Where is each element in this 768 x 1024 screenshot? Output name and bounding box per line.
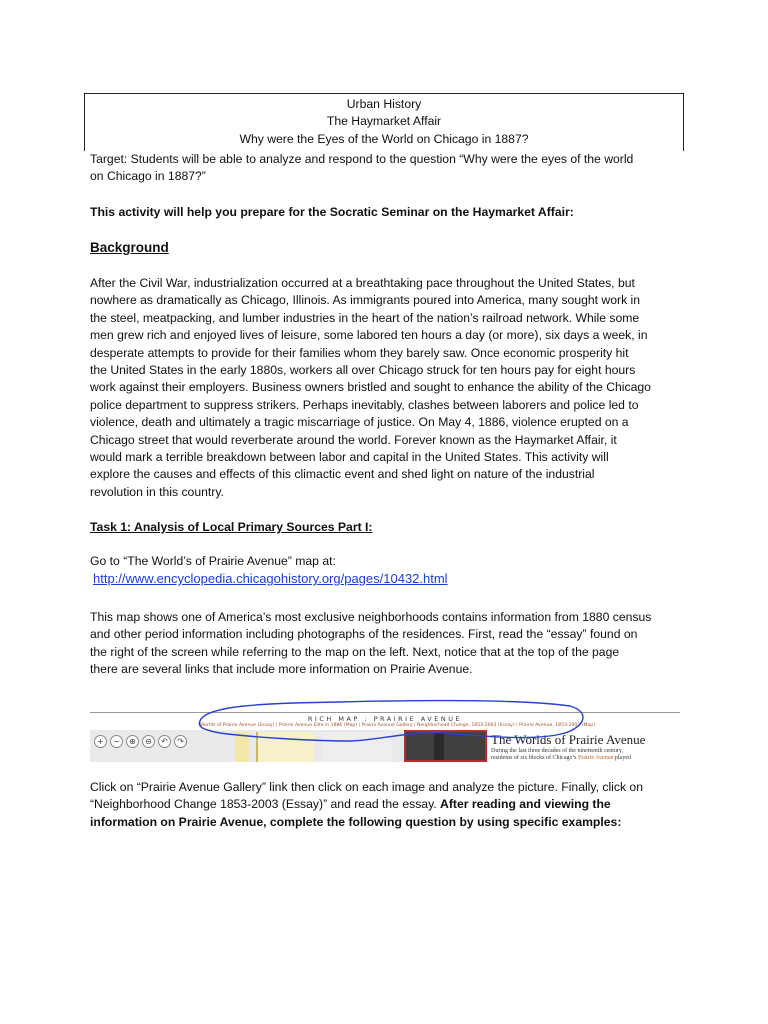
paragraph-line: the United States in the early 1880s, workers all over Chicago struck for ten hours pay for eight hours [90, 363, 636, 378]
excerpt-text: played [613, 755, 631, 761]
paragraph-line: there are several links that include more information on Prairie Avenue. [90, 662, 473, 677]
map-title: RICH MAP : PRAIRIE AVENUE [90, 712, 680, 725]
background-heading: Background [90, 240, 169, 255]
closing-text: “Neighborhood Change 1853-2003 (Essay)” and read the essay. [90, 797, 441, 812]
paragraph-line [90, 796, 682, 813]
zoom-minus-icon: ⊖ [142, 735, 155, 748]
essay-excerpt [491, 748, 671, 762]
target-line: Target: Students will be able to analyze and respond to the question “Why were the eyes of the world [90, 152, 634, 166]
encyclopedia-link[interactable]: http://www.encyclopedia.chicagohistory.org/pages/10432.html [93, 571, 448, 586]
paragraph-line: Chicago street that would reverberate around the world. Forever known as the Haymarket Affair, it [90, 432, 617, 447]
paragraph-line: This map shows one of America’s most exclusive neighborhoods contains information from 1880 census [90, 610, 652, 624]
zoom-in-icon: + [94, 735, 107, 748]
paragraph-line: Click on “Prairie Avenue Gallery” link then click on each image and analyze the picture. Finally, click on [90, 780, 643, 794]
map-description [90, 609, 682, 679]
excerpt-text: residents of six blocks of Chicago’s [491, 755, 578, 761]
paragraph-line: would mark a terrible breakdown between labor and capital in the United States. This activity will [90, 450, 609, 465]
task1-heading: Task 1: Analysis of Local Primary Sources Part I: [90, 520, 373, 534]
closing-instruction: information on Prairie Avenue, complete the following question by using specific examples: [90, 814, 622, 829]
paragraph-line: After the Civil War, industrialization occurred at a breathtaking pace throughout the United States, but [90, 276, 635, 290]
rotate-right-icon: ↷ [174, 735, 187, 748]
map-thumbnail [322, 732, 392, 762]
closing-paragraph [90, 779, 682, 831]
excerpt-text: During the last three decades of the nineteenth century, [491, 748, 624, 754]
lesson-question: Why were the Eyes of the World on Chicago in 1887? [239, 131, 529, 146]
task1-goto: Go to “The World’s of Prairie Avenue” map at: [90, 554, 336, 568]
paragraph-line: police department to suppress strikers. Perhaps inevitably, clashes between laborers and police led to [90, 397, 639, 412]
closing-instruction: After reading and viewing the [440, 797, 611, 812]
target-statement [90, 151, 682, 186]
paragraph-line: the steel, meatpacking, and lumber industries in the heart of the nation’s railroad network. While some [90, 310, 640, 325]
paragraph-line: and other period information including photographs of the residences. First, read the “essay” found on [90, 627, 638, 642]
zoom-out-icon: − [110, 735, 123, 748]
paragraph-line: nowhere as dramatically as Chicago, Illinois. As immigrants poured into America, many sought work in [90, 293, 641, 308]
title-box [84, 93, 684, 151]
activity-note: This activity will help you prepare for the Socratic Seminar on the Haymarket Affair: [90, 205, 574, 219]
paragraph-line: violence, death and ultimately a tragic miscarriage of justice. On May 4, 1886, violence erupted on a [90, 415, 629, 430]
paragraph-line: desperate attempts to provide for their families whom they barely saw. Once economic prosperity hit [90, 345, 629, 360]
paragraph-line: revolution in this country. [90, 484, 224, 499]
photo-thumbnail [434, 732, 444, 760]
rotate-left-icon: ↶ [158, 735, 171, 748]
target-line: on Chicago in 1887?” [90, 169, 206, 184]
paragraph-line: work against their employers. Business owners bristled and sought to enhance the ability of the Chicago [90, 380, 651, 395]
map-thumbnail [256, 732, 314, 762]
photo-thumbnail [404, 730, 487, 762]
paragraph-line: the right of the screen while referring to the map on the left. Next, notice that at the top of the page [90, 644, 620, 659]
map-thumbnail [235, 732, 249, 762]
paragraph-line: men grew rich and enjoyed lives of leisure, some labored ten hours a day (or more), six days a week, in [90, 328, 648, 343]
zoom-plus-icon: ⊕ [126, 735, 139, 748]
lesson-title: The Haymarket Affair [326, 114, 442, 129]
excerpt-highlight: Prairie Avenue [578, 755, 614, 761]
background-paragraph [90, 275, 682, 501]
paragraph-line: explore the causes and effects of this climactic event and shed light on nature of the industrial [90, 467, 595, 482]
map-links: Worlds of Prairie Avenue (Essay) | Prairie Avenue Elite in 1886 (Map) | Prairie Avenue Gallery | Neighborhood Change, 1853-2003 (Essay) | Prairie Avenue, 1853-2003 (Map) [200, 723, 596, 728]
course-title: Urban History [346, 97, 422, 111]
essay-title: The Worlds of Prairie Avenue [491, 732, 646, 747]
map-screenshot [90, 692, 680, 762]
task1-link-row [93, 570, 685, 588]
